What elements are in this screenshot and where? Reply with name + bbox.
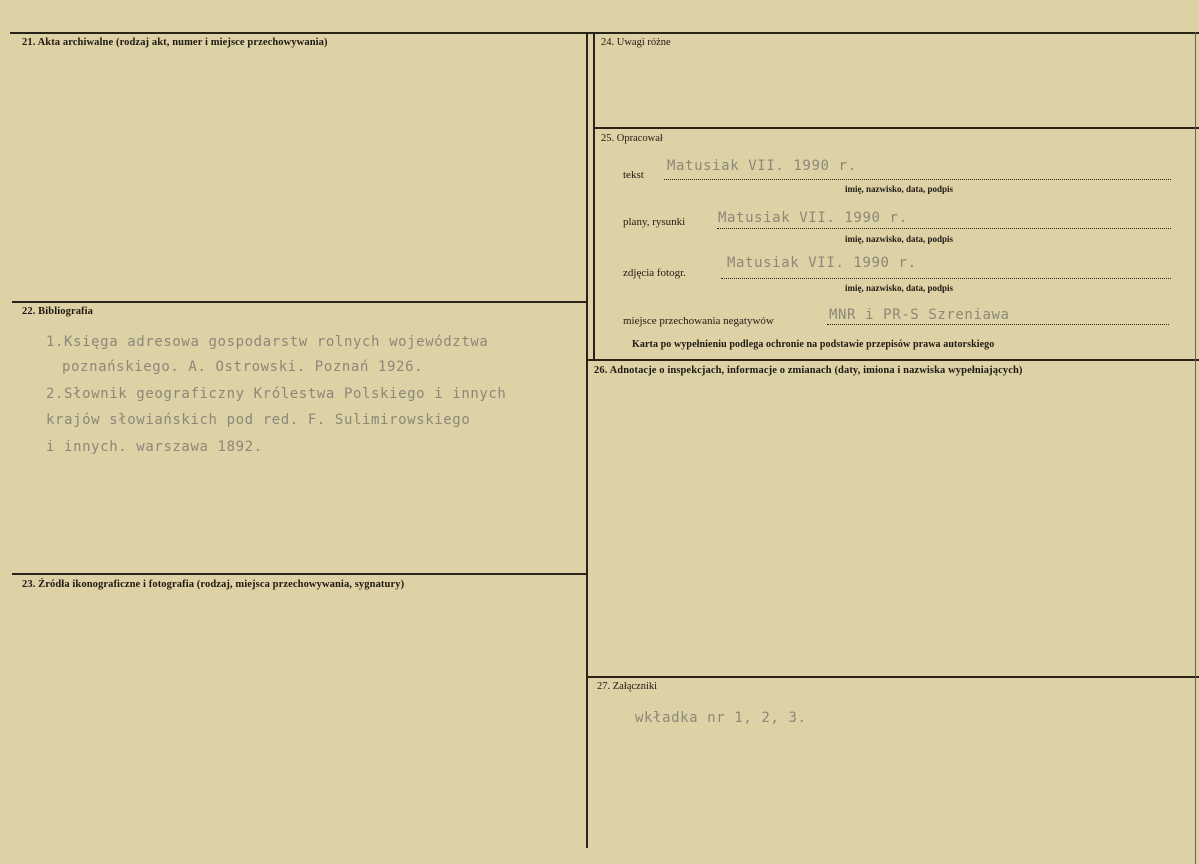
negatywy-label: miejsce przechowania negatywów: [623, 315, 774, 327]
attachments-value: wkładka nr 1, 2, 3.: [635, 710, 807, 726]
right-column-divider: [593, 32, 595, 360]
section-27-label: 27. Załączniki: [597, 681, 658, 692]
plany-line: [717, 228, 1171, 229]
divider-26-27: [586, 676, 1199, 678]
tekst-line: [664, 179, 1171, 180]
divider-24-25: [593, 127, 1199, 129]
plany-label: plany, rysunki: [623, 216, 686, 228]
left-column-divider: [586, 32, 588, 848]
negatywy-line: [827, 324, 1169, 325]
tekst-value: Matusiak VII. 1990 r.: [667, 158, 857, 174]
right-edge: [1195, 32, 1196, 864]
zdjecia-caption: imię, nazwisko, data, podpis: [845, 283, 954, 293]
zdjecia-line: [721, 278, 1171, 279]
section-22-label: 22. Bibliografia: [22, 306, 94, 317]
section-25-label: 25. Opracował: [601, 133, 663, 144]
tekst-caption: imię, nazwisko, data, podpis: [845, 184, 954, 194]
divider-21-22: [12, 301, 588, 303]
divider-25-26: [586, 359, 1199, 361]
section-23-label: 23. Źródła ikonograficzne i fotografia (rodzaj, miejsca przechowywania, sygnatury): [22, 579, 405, 590]
section-24-label: 24. Uwagi różne: [601, 37, 671, 48]
negatywy-value: MNR i PR-S Szreniawa: [829, 307, 1010, 323]
copyright-note: Karta po wypełnieniu podlega ochronie na podstawie przepisów prawa autorskiego: [632, 339, 995, 350]
bibliography-line-5: i innych. warszawa 1892.: [46, 439, 263, 455]
section-26-label: 26. Adnotacje o inspekcjach, informacje o zmianach (daty, imiona i nazwiska wypełniających): [594, 365, 1023, 376]
plany-value: Matusiak VII. 1990 r.: [718, 210, 908, 226]
zdjecia-value: Matusiak VII. 1990 r.: [727, 255, 917, 271]
bibliography-line-1: 1.Księga adresowa gospodarstw rolnych województwa: [46, 334, 489, 350]
bibliography-line-4: krajów słowiańskich pod red. F. Sulimirowskiego: [46, 412, 471, 428]
tekst-label: tekst: [623, 169, 644, 181]
zdjecia-label: zdjęcia fotogr.: [623, 267, 686, 279]
plany-caption: imię, nazwisko, data, podpis: [845, 234, 954, 244]
section-21-label: 21. Akta archiwalne (rodzaj akt, numer i miejsce przechowywania): [22, 37, 328, 48]
divider-22-23: [12, 573, 588, 575]
bibliography-line-2: poznańskiego. A. Ostrowski. Poznań 1926.: [62, 359, 424, 375]
top-border: [10, 32, 1199, 34]
bibliography-line-3: 2.Słownik geograficzny Królestwa Polskiego i innych: [46, 386, 507, 402]
